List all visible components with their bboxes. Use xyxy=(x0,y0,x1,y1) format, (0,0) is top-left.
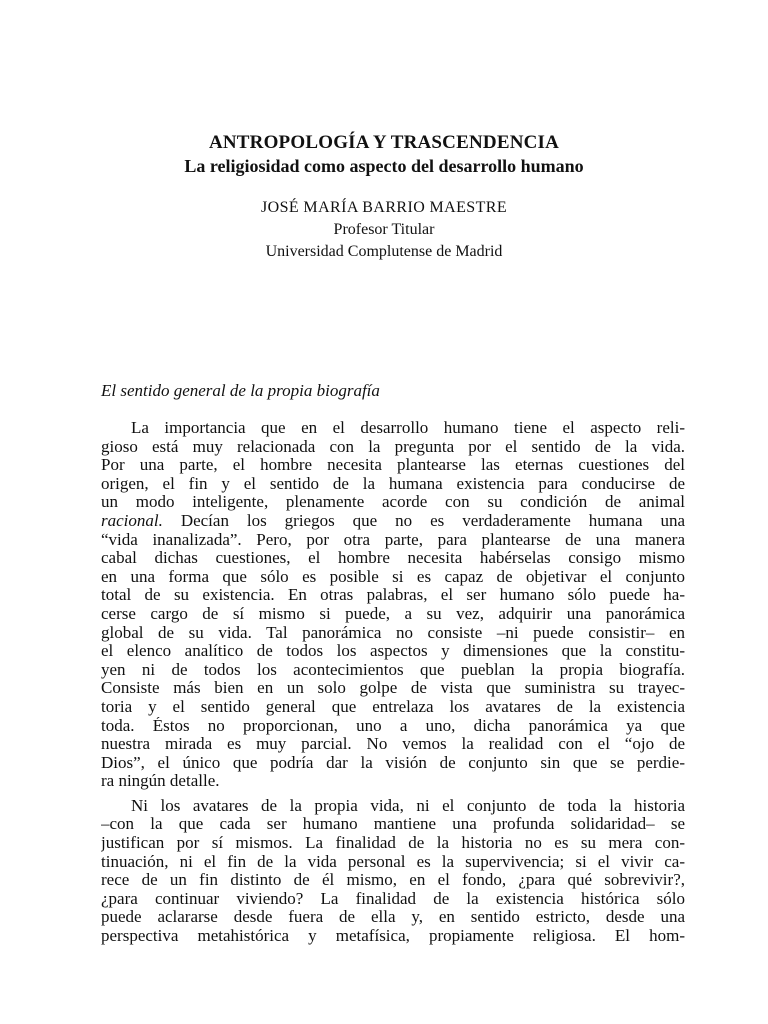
text-line: un modo inteligente, plenamente acorde con su condición de animal xyxy=(101,493,685,512)
text-line: origen, el fin y el sentido de la humana existencia para conducirse de xyxy=(101,474,685,493)
paragraph-1 xyxy=(101,419,685,791)
author-role: Profesor Titular xyxy=(333,221,435,238)
text-line: “vida inanalizada”. Pero, por otra parte, para plantearse de una manera xyxy=(101,530,685,549)
text-line: toda. Éstos no proporcionan, uno a uno, dicha panorámica ya que xyxy=(101,716,685,735)
text-line: toria y el sentido general que entrelaza los avatares de la existencia xyxy=(101,697,685,716)
text-line: perspectiva metahistórica y metafísica, propiamente religiosa. El hom- xyxy=(101,927,685,946)
text-line: yen ni de todos los acontecimientos que pueblan la propia biografía. xyxy=(101,660,685,679)
text-line: Consiste más bien en un solo golpe de vista que suministra su trayec- xyxy=(101,679,685,698)
italic-term: racional. xyxy=(101,511,163,530)
text-line: Dios”, el único que podría dar la visión de conjunto sin que se perdie- xyxy=(101,753,685,772)
text-line xyxy=(101,512,685,531)
text-line: justifican por sí mismos. La finalidad de la historia no es su mera con- xyxy=(101,834,685,853)
text-fragment: Decían los griegos que no es verdaderamente humana una xyxy=(180,511,685,530)
text-line: nuestra mirada es muy parcial. No vemos la realidad con el “ojo de xyxy=(101,735,685,754)
article-subtitle: La religiosidad como aspecto del desarrollo humano xyxy=(184,156,584,176)
section-heading: El sentido general de la propia biografía xyxy=(101,381,380,400)
text-line: gioso está muy relacionada con la pregunta por el sentido de la vida. xyxy=(101,437,685,456)
article-header xyxy=(0,131,768,263)
text-line: Ni los avatares de la propia vida, ni el conjunto de toda la historia xyxy=(131,796,685,815)
text-line: rece de un fin distinto de él mismo, en el fondo, ¿para qué sobrevivir?, xyxy=(101,871,685,890)
body-text xyxy=(101,419,685,946)
article-title: ANTROPOLOGÍA Y TRASCENDENCIA xyxy=(208,132,560,153)
text-line: global de su vida. Tal panorámica no consiste –ni puede consistir– en xyxy=(101,623,685,642)
text-line: La importancia que en el desarrollo humano tiene el aspecto reli- xyxy=(131,419,685,437)
text-line: cabal dichas cuestiones, el hombre necesita habérselas consigo mismo xyxy=(101,549,685,568)
text-line: cerse cargo de sí mismo si puede, a su vez, adquirir una panorámica xyxy=(101,604,685,623)
paragraph-2 xyxy=(101,797,685,946)
text-line: ¿para continuar viviendo? La finalidad de la existencia histórica sólo xyxy=(101,889,685,908)
text-line: tinuación, ni el fin de la vida personal es la supervivencia; si el vivir ca- xyxy=(101,852,685,871)
text-line: Por una parte, el hombre necesita plantearse las eternas cuestiones del xyxy=(101,456,685,475)
text-line: total de su existencia. En otras palabras, el ser humano sólo puede ha- xyxy=(101,586,685,605)
text-line: puede aclararse desde fuera de ella y, en sentido estricto, desde una xyxy=(101,908,685,927)
author-name: JOSÉ MARÍA BARRIO MAESTRE xyxy=(260,199,508,216)
text-line: en una forma que sólo es posible si es capaz de objetivar el conjunto xyxy=(101,567,685,586)
author-affiliation: Universidad Complutense de Madrid xyxy=(265,243,503,260)
text-line: ra ningún detalle. xyxy=(101,772,220,791)
text-line: el elenco analítico de todos los aspectos y dimensiones que la constitu- xyxy=(101,642,685,661)
text-line: –con la que cada ser humano mantiene una profunda solidaridad– se xyxy=(101,815,685,834)
